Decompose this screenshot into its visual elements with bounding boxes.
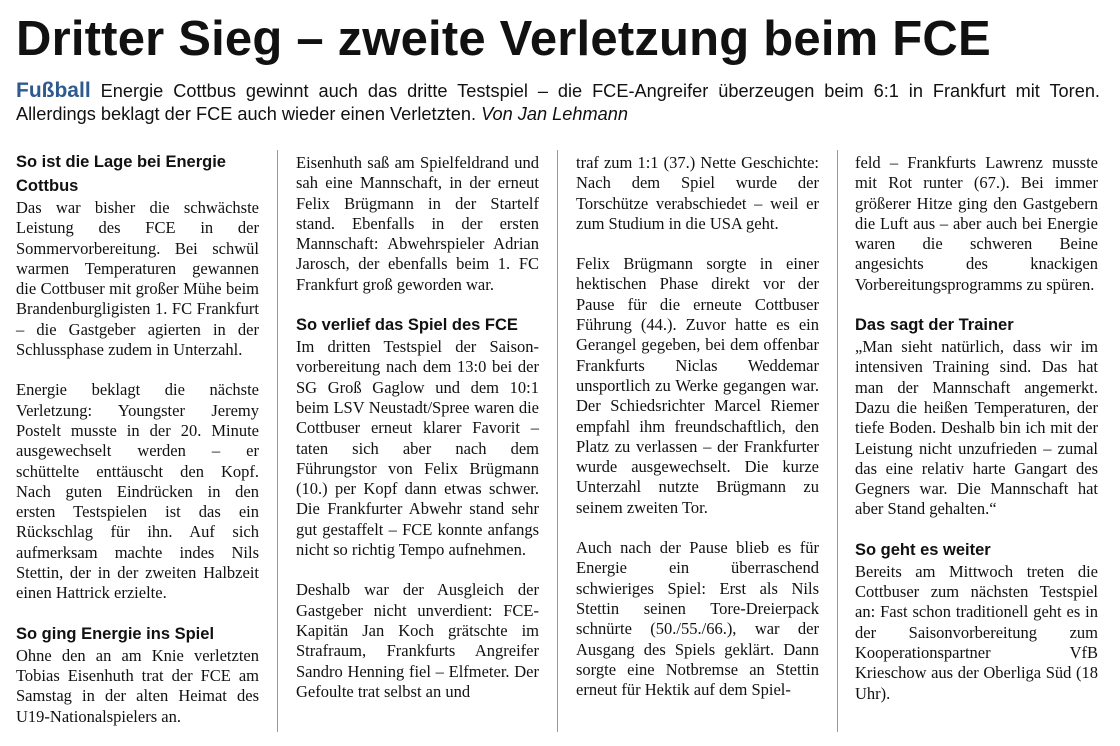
- headline: Dritter Sieg – zweite Verletzung beim FCE: [16, 12, 991, 66]
- teaser: [16, 79, 1100, 126]
- paragraph: Bereits am Mittwoch treten die Cottbuser zum nächsten Testspiel an: Fast schon traditionell geht es in der Saisonvorbereitung zum Kooperationspartner VfB Krieschow aus der Oberliga Süd (18 Uhr).: [855, 561, 1098, 703]
- subheading: So ging Energie ins Spiel: [16, 624, 215, 643]
- paragraph: Felix Brügmann sorgte in einer hektischen Phase direkt vor der Pause für die erneute Cottbuser Führung (44.). Zuvor hatte es ein Gerangel gegeben, bei dem offenbar Frankfurts Niclas Weddemar unsportlich zu Werke gegangen war. Der Schiedsrichter Marcel Riemer empfahl ihm freundschaftlich, den Platz zu verlassen – der Frankfurter wurde ausgewechselt. Die kurze Unterzahl nutzte Brügmann zu seinem zweiten Tor.: [576, 254, 819, 517]
- subheading: Das sagt der Trainer: [855, 316, 1014, 335]
- paragraph: Auch nach der Pause blieb es für Energie ein überraschend schwieriges Spiel: Erst als Nils Stettin seinen Tore-Dreierpack schnürte (50./55./66.), war der Ausgang des Spiels geklärt. Dann sorgte eine Notbremse an Stettin erneut für Hektik auf dem Spiel-: [576, 538, 819, 700]
- byline: Von Jan Lehmann: [481, 104, 629, 124]
- subheading: So verlief das Spiel des FCE: [296, 316, 518, 335]
- teaser-text: Energie Cottbus gewinnt auch das dritte Testspiel – die FCE-Angreifer überzeugen beim 6:1 in Frankfurt mit Toren. Allerdings beklagt der FCE auch wieder einen Verletzten.: [16, 81, 1100, 124]
- paragraph: Das war bisher die schwächste Leistung des FCE in der Sommervorbereitung. Bei schwül warmen Temperaturen gewannen die Cottbuser mit großer Mühe beim Brandenburgligisten 1. FC Frankfurt – die Gastgeber agierten in der Schlussphase zudem in Unterzahl.: [16, 198, 259, 360]
- paragraph: Eisenhuth saß am Spielfeldrand und sah eine Mannschaft, in der erneut Felix Brügmann in der Startelf stand. Ebenfalls in der ersten Mannschaft: Abwehrspieler Adrian Jarosch, der ebenfalls beim 1. FC Frankfurt groß geworden war.: [296, 153, 539, 294]
- paragraph: Ohne den an am Knie verletzten Tobias Eisenhuth trat der FCE am Samstag in der alten Heimat des U19-Nationalspielers an.: [16, 645, 259, 726]
- column-divider: [277, 150, 278, 732]
- paragraph: Energie beklagt die nächste Verletzung: Youngster Jeremy Postelt musste in der 20. Minute ausgewechselt werden – er schüttelte enttäuscht den Kopf. Nach guten Eindrücken in den ersten Testspielen ist das ein Rückschlag für ihn. Auf sich aufmerksam machte indes Nils Stettin, der in der zweiten Halbzeit einen Hattrick erzielte.: [16, 380, 259, 603]
- paragraph: traf zum 1:1 (37.) Nette Geschichte: Nach dem Spiel wurde der Torschütze verabschiedet – weil er zum Studium in die USA geht.: [576, 153, 819, 233]
- column-divider: [557, 150, 558, 732]
- article-column-2: [296, 153, 539, 702]
- paragraph: feld – Frankfurts Lawrenz musste mit Rot runter (67.). Bei immer größerer Hitze ging den Gastgebern die Luft aus – aber auch bei Energie waren die schweren Beine angesichts des knackigen Vorbereitungsprogramms zu spüren.: [855, 153, 1098, 294]
- subheading: So geht es weiter: [855, 540, 991, 559]
- kicker: Fußball: [16, 79, 91, 102]
- article-column-4: [855, 153, 1098, 704]
- article-column-3: [576, 153, 819, 700]
- paragraph: Im dritten Testspiel der Saisonvorbereitung nach dem 13:0 bei der SG Groß Gaglow und dem 10:1 beim LSV Neustadt/Spree waren die Cottbuser erneut klarer Favorit – taten sich aber nach dem Führungstor von Felix Brügmann (10.) per Kopf dann etwas schwer. Die Frankfurter Abwehr stand sehr gut gestaffelt – FCE konnte anfangs nicht so richtig Tempo aufnehmen.: [296, 337, 539, 560]
- article-column-1: [16, 150, 259, 727]
- subheading: So ist die Lage bei Energie Cottbus: [16, 153, 226, 195]
- paragraph: Deshalb war der Ausgleich der Gastgeber nicht unverdient: FCE-Kapitän Jan Koch grätschte im Strafraum, Frankfurts Angreifer Sandro Henning fiel – Elfmeter. Der Gefoulte trat selbst an und: [296, 580, 539, 701]
- column-divider: [837, 150, 838, 732]
- paragraph: „Man sieht natürlich, dass wir im intensiven Training sind. Das hat man der Mannschaft angemerkt. Dazu die heißen Temperaturen, der tiefe Boden. Deshalb bin ich mit der Leistung nicht unzufrieden – zumal das eine relativ harte Gangart des Gegners war. Die Mannschaft hat aber Stand gehalten.“: [855, 337, 1098, 519]
